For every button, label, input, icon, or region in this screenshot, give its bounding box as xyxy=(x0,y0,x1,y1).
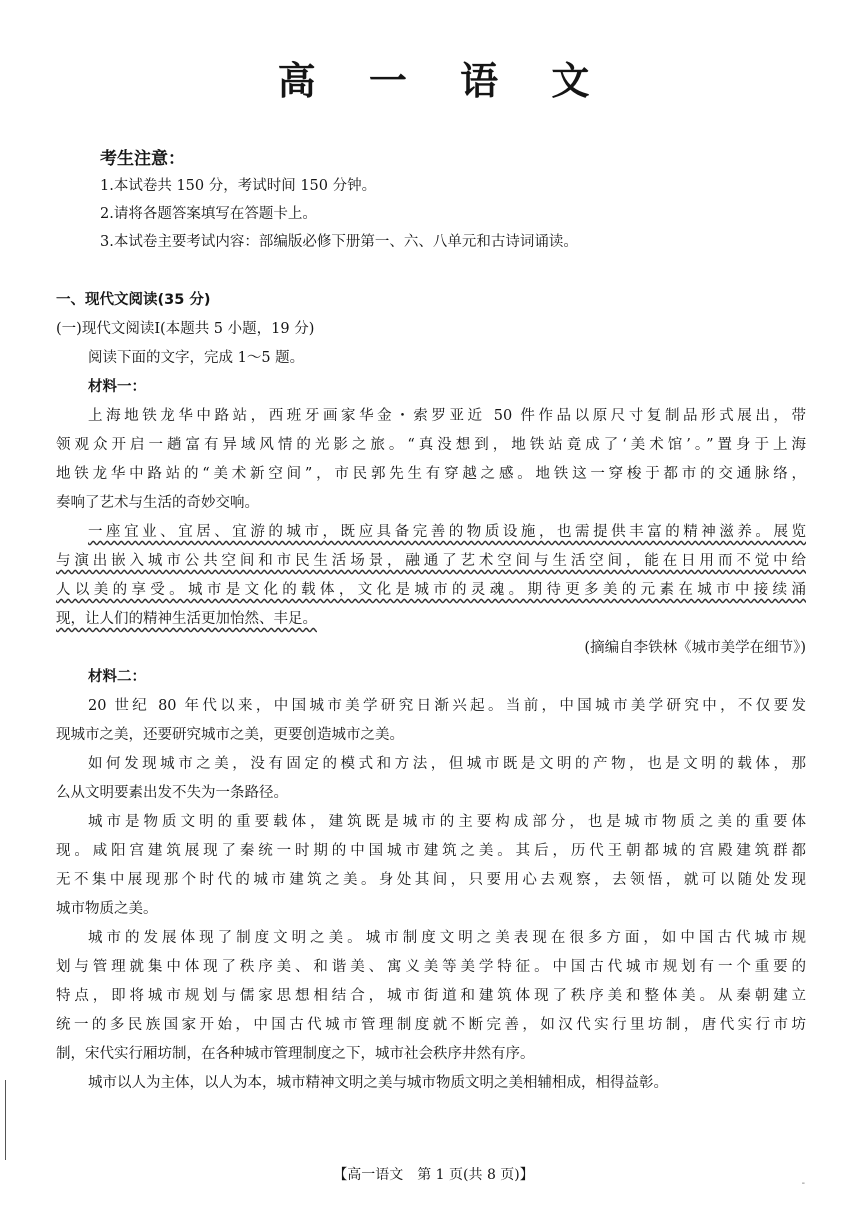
text-line: 如何发现城市之美，没有固定的模式和方法，但城市既是文明的产物，也是文明的载体，那 xyxy=(88,756,806,772)
notice-heading: 考生注意： xyxy=(100,149,185,169)
text-line: 城市的发展体现了制度文明之美。城市制度文明之美表现在很多方面，如中国古代城市规 xyxy=(88,930,806,946)
text-line: 城市物质之美。 xyxy=(56,901,158,917)
material-1-paragraph-1 xyxy=(56,402,806,518)
notice-item: 2.请将各题答案填写在答题卡上。 xyxy=(100,206,317,222)
material-2-paragraph-5 xyxy=(56,1069,806,1098)
material-2-paragraph-2 xyxy=(56,750,806,808)
text-line: 地铁龙华中路站的“美术新空间”，市民郭先生有穿越之感。地铁这一穿梭于都市的交通脉络， xyxy=(56,466,806,482)
material-2-paragraph-3 xyxy=(56,808,806,924)
material-2-paragraph-1 xyxy=(56,692,806,750)
material-1-source: (摘编自李铁林《城市美学在细节》) xyxy=(584,640,806,656)
text-line: 20 世纪 80 年代以来，中国城市美学研究日渐兴起。当前，中国城市美学研究中，不仅要发 xyxy=(88,698,806,714)
exam-title: 高 一 语 文 xyxy=(277,59,610,103)
sub-section-heading: (一)现代文阅读Ⅰ(本题共 5 小题，19 分) xyxy=(56,321,315,337)
wavy-underlined-text: 与演出嵌入城市公共空间和市民生活场景，融通了艺术空间与生活空间，能在日用而不觉中给 xyxy=(56,553,806,569)
material-2-paragraph-4 xyxy=(56,924,806,1069)
corner-mark: - xyxy=(801,1178,805,1189)
text-line xyxy=(56,518,806,547)
text-line: 么从文明要素出发不失为一条路径。 xyxy=(56,785,288,801)
text-line: 划与管理就集中体现了秩序美、和谐美、寓义美等美学特征。中国古代城市规划有一个重要的 xyxy=(56,959,806,975)
wavy-underlined-text: 人以美的享受。城市是文化的载体，文化是城市的灵魂。期待更多美的元素在城市中接续涌 xyxy=(56,582,806,598)
margin-line xyxy=(5,1080,6,1160)
material-1-label: 材料一： xyxy=(88,379,146,395)
section-heading: 一、现代文阅读(35 分) xyxy=(56,292,211,308)
text-line: 统一的多民族国家开始，中国古代城市管理制度就不断完善，如汉代实行里坊制，唐代实行市坊 xyxy=(56,1017,806,1033)
text-line: 城市以人为主体，以人为本，城市精神文明之美与城市物质文明之美相辅相成，相得益彰。 xyxy=(88,1075,668,1091)
reading-section xyxy=(56,286,806,1098)
text-line: 现城市之美，还要研究城市之美，更要创造城市之美。 xyxy=(56,727,404,743)
wavy-underlined-text: 一座宜业、宜居、宜游的城市，既应具备完善的物质设施，也需提供丰富的精神滋养。展览 xyxy=(88,524,806,540)
reading-instruction: 阅读下面的文字，完成 1～5 题。 xyxy=(88,350,305,366)
page-footer: 【高一语文 第 1 页(共 8 页)】 xyxy=(333,1167,534,1183)
candidate-notice xyxy=(100,146,820,256)
text-line: 上海地铁龙华中路站，西班牙画家华金・索罗亚近 50 件作品以原尺寸复制品形式展出，带 xyxy=(88,408,806,424)
notice-item: 1.本试卷共 150 分，考试时间 150 分钟。 xyxy=(100,178,377,194)
text-line: 奏响了艺术与生活的奇妙交响。 xyxy=(56,495,259,511)
text-line: 制，宋代实行厢坊制，在各种城市管理制度之下，城市社会秩序井然有序。 xyxy=(56,1046,535,1062)
text-line xyxy=(56,605,806,634)
text-line: 现。咸阳宫建筑展现了秦统一时期的中国城市建筑之美。其后，历代王朝都城的宫殿建筑群都 xyxy=(56,843,806,859)
wavy-underlined-text: 现，让人们的精神生活更加怡然、丰足。 xyxy=(56,611,317,627)
text-line xyxy=(56,547,806,576)
text-line: 领观众开启一趟富有异域风情的光影之旅。“真没想到，地铁站竟成了‘美术馆’。”置身于上海 xyxy=(56,437,806,453)
text-line: 城市是物质文明的重要载体，建筑既是城市的主要构成部分，也是城市物质之美的重要体 xyxy=(88,814,806,830)
text-line: 特点，即将城市规划与儒家思想相结合，城市街道和建筑体现了秩序美和整体美。从秦朝建立 xyxy=(56,988,806,1004)
notice-item: 3.本试卷主要考试内容：部编版必修下册第一、六、八单元和古诗词诵读。 xyxy=(100,234,578,250)
material-1-paragraph-2-underlined xyxy=(56,518,806,634)
text-line: 无不集中展现那个时代的城市建筑之美。身处其间，只要用心去观察，去领悟，就可以随处发现 xyxy=(56,872,806,888)
text-line xyxy=(56,576,806,605)
material-2-label: 材料二： xyxy=(88,669,146,685)
